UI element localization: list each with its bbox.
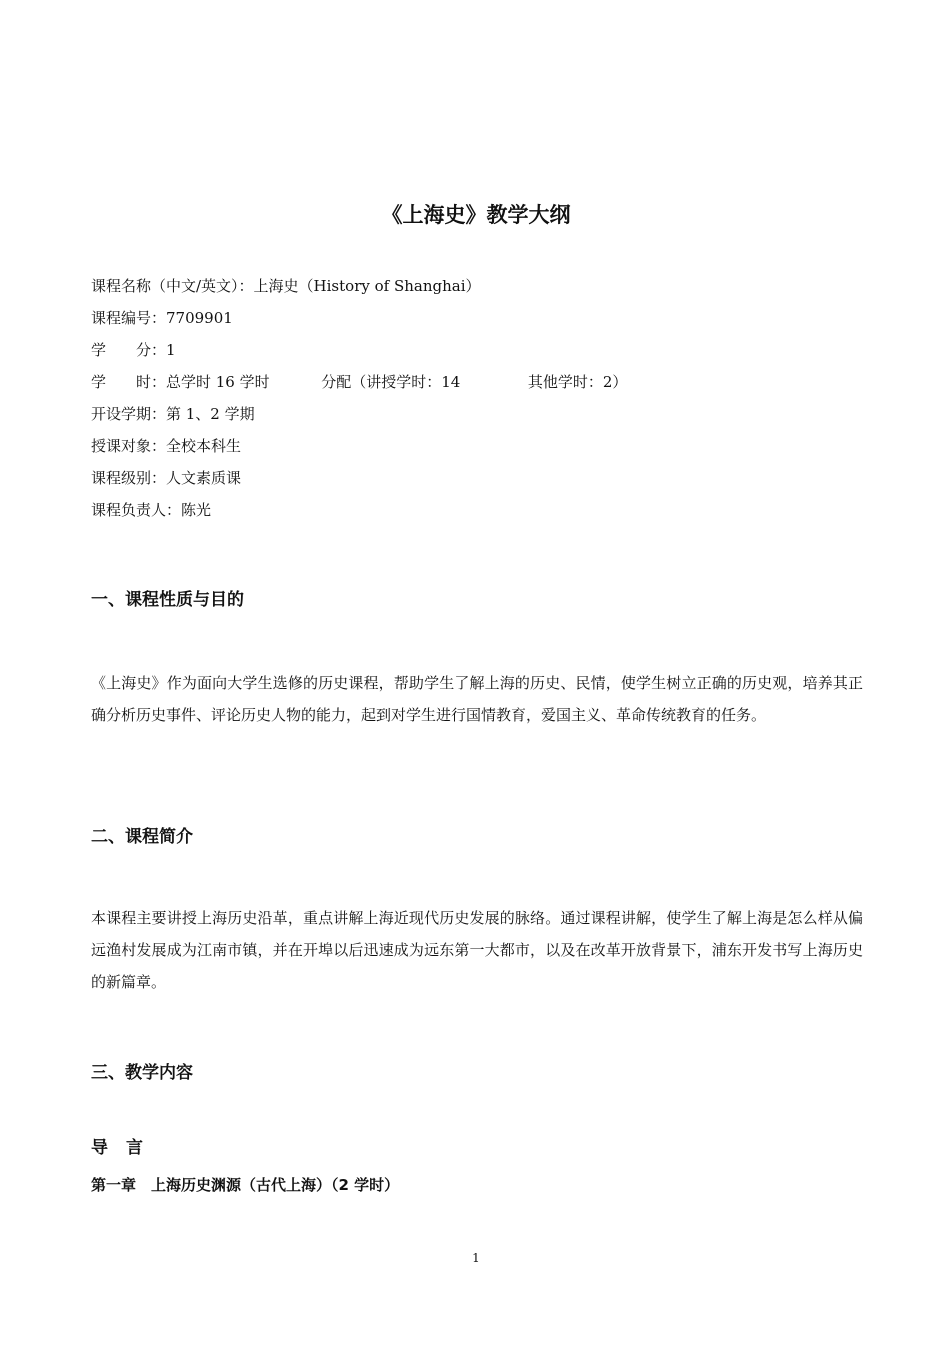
document-title: 《上海史》教学大纲 — [381, 203, 571, 227]
semester-text: 开设学期：第 1、2 学期 — [91, 405, 255, 423]
instructor-text: 课程负责人：陈光 — [91, 501, 212, 519]
section-heading-nature: 一、课程性质与目的 — [91, 590, 244, 610]
hours-allocation-text: 分配（讲授学时：14 — [321, 373, 461, 391]
preface-heading: 导言 — [91, 1138, 161, 1158]
chapter-1-heading: 第一章 上海历史渊源（古代上海）（2 学时） — [91, 1176, 400, 1194]
level-text: 课程级别：人文素质课 — [91, 469, 242, 487]
credit-line — [91, 334, 627, 366]
audience-line — [91, 430, 627, 462]
course-info-block — [91, 270, 627, 526]
page-number: 1 — [472, 1251, 480, 1265]
credit-value: 1 — [166, 341, 176, 359]
course-name-text: 课程名称（中文/英文）：上海史（History of Shanghai） — [91, 277, 481, 295]
course-code-text: 课程编号：7709901 — [91, 309, 233, 327]
course-code-line — [91, 302, 627, 334]
level-line — [91, 462, 627, 494]
section-heading-content: 三、教学内容 — [91, 1063, 193, 1083]
section-paragraph-intro: 本课程主要讲授上海历史沿革，重点讲解上海近现代历史发展的脉络。通过课程讲解，使学生了解上海是怎么样从偏远渔村发展成为江南市镇，并在开埠以后迅速成为远东第一大都市，以及在改革开放背景下，浦东开发书写上海历史的新篇章。 — [91, 909, 863, 991]
audience-text: 授课对象：全校本科生 — [91, 437, 242, 455]
section-heading-intro: 二、课程简介 — [91, 827, 193, 847]
instructor-line — [91, 494, 627, 526]
hours-total-text: 学 时：总学时 16 学时 — [91, 373, 270, 391]
hours-other-text: 其他学时：2） — [527, 373, 628, 391]
section-paragraph-nature: 《上海史》作为面向大学生选修的历史课程，帮助学生了解上海的历史、民情，使学生树立正确的历史观，培养其正确分析历史事件、评论历史人物的能力，起到对学生进行国情教育，爱国主义、革命传统教育的任务。 — [91, 674, 863, 724]
semester-line — [91, 398, 627, 430]
course-name-line — [91, 270, 627, 302]
credit-label: 学 分： — [91, 341, 167, 359]
hours-line — [91, 366, 627, 398]
